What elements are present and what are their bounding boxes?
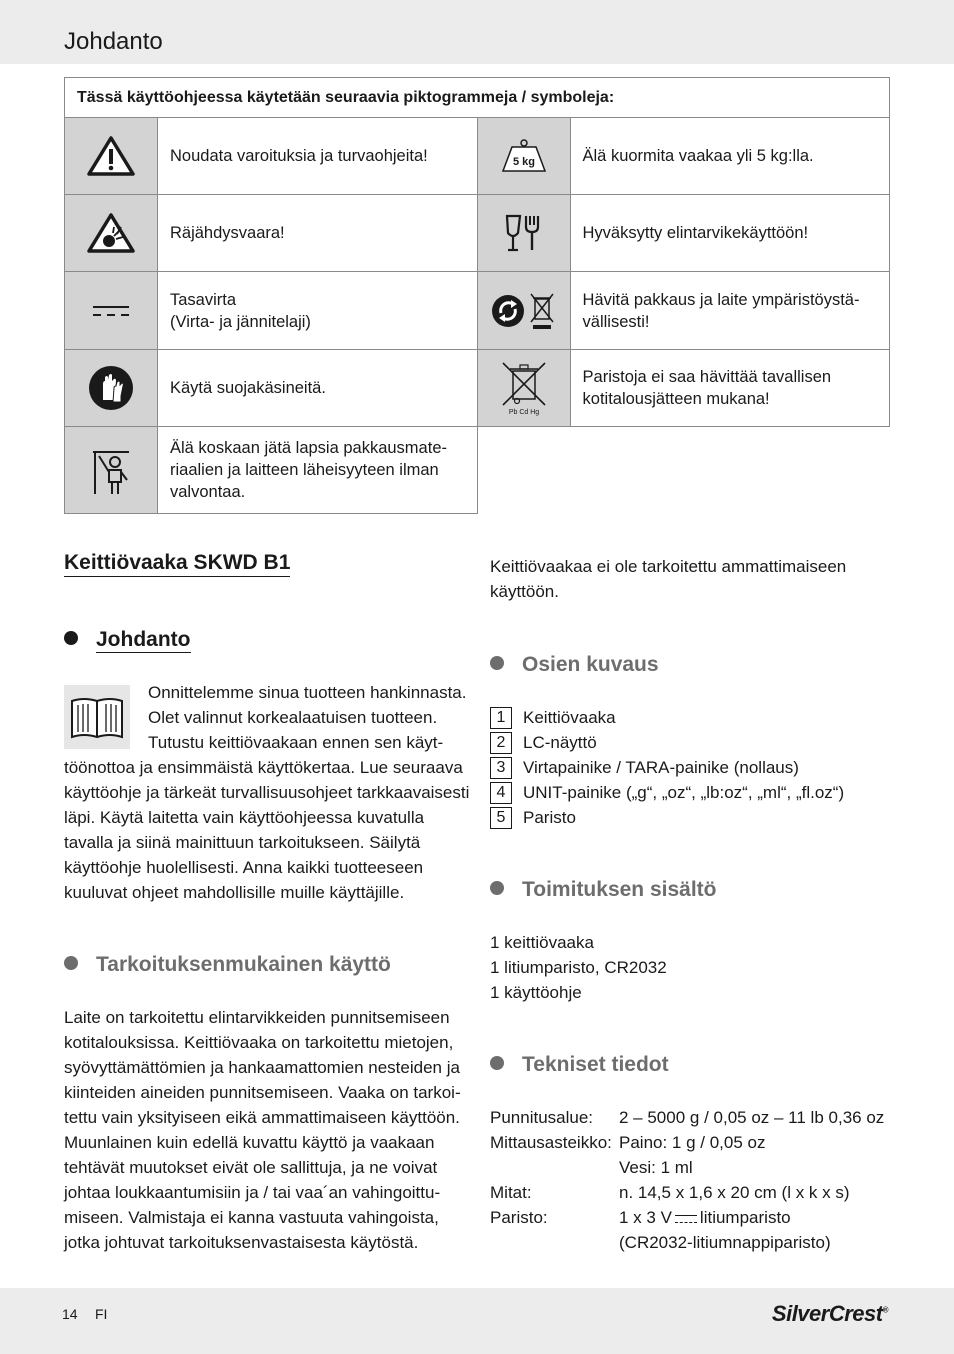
list-item: 2 LC-näyttö — [490, 730, 844, 755]
battery-bin-icon — [477, 350, 570, 427]
food-safe-icon — [477, 195, 570, 272]
explosion-warning-icon — [65, 195, 158, 272]
child-warning-icon — [65, 427, 158, 514]
battery-metals-label: Pb Cd Hg — [508, 409, 539, 416]
product-title: Keittiövaaka SKWD B1 — [64, 551, 290, 577]
symbol-text: Noudata varoituksia ja turvaohjeita! — [158, 118, 478, 195]
specs-table — [490, 1105, 884, 1255]
bullet-dot — [64, 631, 78, 645]
list-item: 1 litiumparisto, CR2032 — [490, 958, 667, 977]
spec-row: Mittausasteikko: Paino: 1 g / 0,05 oz — [490, 1133, 766, 1152]
symbol-text: Älä kuormita vaakaa yli 5 kg:lla. — [570, 118, 889, 195]
book-icon — [64, 685, 130, 749]
intro-text-top: Onnittelemme sinua tuotteen hankinnasta. Olet valinnut korkealaatuisen tuotteen. Tutustu keittiövaakaan ennen sen käyt- — [148, 683, 467, 752]
symbol-text: Älä koskaan jätä lapsia pakkausmate- riaalien ja laitteen läheisyyteen ilman valvontaa. — [158, 427, 478, 514]
symbol-text: Tasavirta (Virta- ja jännitelaji) — [158, 272, 478, 350]
delivery-heading: Toimituksen sisältö — [490, 878, 717, 902]
symbol-text: Räjähdysvaara! — [158, 195, 478, 272]
symbol-text: Paristoja ei saa hävittää tavallisen kotitalousjätteen mukana! — [570, 350, 889, 427]
bullet-dot — [490, 656, 504, 670]
intro-heading: Johdanto — [64, 628, 191, 652]
list-item: 1 keittiövaaka — [490, 933, 594, 952]
brand-logo: SilverCrest® — [771, 1301, 888, 1326]
weight-label: 5 kg — [512, 156, 535, 168]
list-item: 5 Paristo — [490, 805, 844, 830]
list-item: 4 UNIT-painike („g“, „oz“, „lb:oz“, „ml“, „fl.oz“) — [490, 780, 844, 805]
spec-row: Mitat: n. 14,5 x 1,6 x 20 cm (l x k x s) — [490, 1183, 850, 1202]
gloves-icon — [65, 350, 158, 427]
bullet-dot — [490, 1056, 504, 1070]
symbol-text: Hävitä pakkaus ja laite ympäristöystä- vällisesti! — [570, 272, 889, 350]
list-item: 1 Keittiövaaka — [490, 705, 844, 730]
intended-use-heading: Tarkoituksenmukainen käyttö — [64, 953, 391, 977]
page-number: 14 — [62, 1306, 78, 1322]
weight-5kg-icon — [477, 118, 570, 195]
spec-row: (CR2032-litiumnappiparisto) — [619, 1233, 831, 1252]
intended-use-continuation: Keittiövaakaa ei ole tarkoitettu ammattimaiseen käyttöön. — [490, 557, 847, 601]
specs-heading: Tekniset tiedot — [490, 1053, 669, 1077]
list-item: 1 käyttöohje — [490, 983, 582, 1002]
symbol-text: Käytä suojakäsineitä. — [158, 350, 478, 427]
intro-text-body: töönottoa ja ensimmäistä käyttökertaa. Lue seuraava käyttöohje ja tärkeät turvallisuusohjeet tarkkaavaisesti läpi. Käytä laitetta vain käyttöohjeessa kuvatulla tavalla ja siinä mainittuun tarkoitukseen. Säilytä käyttöohje huolellisesti. Anna kaikki tuotteeseen kuuluvat ohjeet mahdollisille muille käyttäjille. — [64, 758, 470, 902]
symbols-heading: Tässä käyttöohjeessa käytetään seuraavia piktogrammeja / symboleja: — [65, 78, 890, 118]
language-code: FI — [95, 1306, 108, 1322]
intended-use-text: Laite on tarkoitettu elintarvikkeiden punnitsemiseen kotitalouksissa. Keittiövaaka on tarkoitettu mietojen, syövyttämättömien ja hankaamattomien nesteiden ja kiinteiden aineiden punnitsemiseen. Vaaka on tarkoi- tettu vain yksityiseen eikä ammattimaiseen käyttöön. Muunlainen kuin edellä kuvattu käyttö ja vaakaan tehtävät muutokset eivät ole sallittuja, ja ne voivat johtaa loukkaantumisiin ja / tai vaa´an vahingoittu- miseen. Valmistaja ei kanna vastuuta vahingoista, jotka johtuvat tarkoituksenvastaisesta käytöstä. — [64, 1008, 461, 1252]
symbol-text: Hyväksytty elintarvikekäyttöön! — [570, 195, 889, 272]
list-item: 3 Virtapainike / TARA-painike (nollaus) — [490, 755, 844, 780]
direct-current-icon — [65, 272, 158, 350]
page-title: Johdanto — [64, 28, 163, 55]
spec-row: Vesi: 1 ml — [619, 1158, 693, 1177]
bullet-dot — [64, 956, 78, 970]
spec-row: Punnitusalue: 2 – 5000 g / 0,05 oz – 11 lb 0,36 oz — [490, 1108, 885, 1127]
bullet-dot — [490, 881, 504, 895]
parts-heading: Osien kuvaus — [490, 653, 659, 677]
parts-list — [490, 705, 844, 830]
header-bar — [0, 0, 954, 64]
spec-row: Paristo: 1 x 3 V litiumparisto — [490, 1208, 791, 1227]
delivery-list — [490, 930, 890, 1005]
warning-triangle-icon — [65, 118, 158, 195]
symbols-table — [64, 77, 890, 514]
recycle-dispose-icon — [477, 272, 570, 350]
direct-current-icon — [675, 1215, 697, 1223]
